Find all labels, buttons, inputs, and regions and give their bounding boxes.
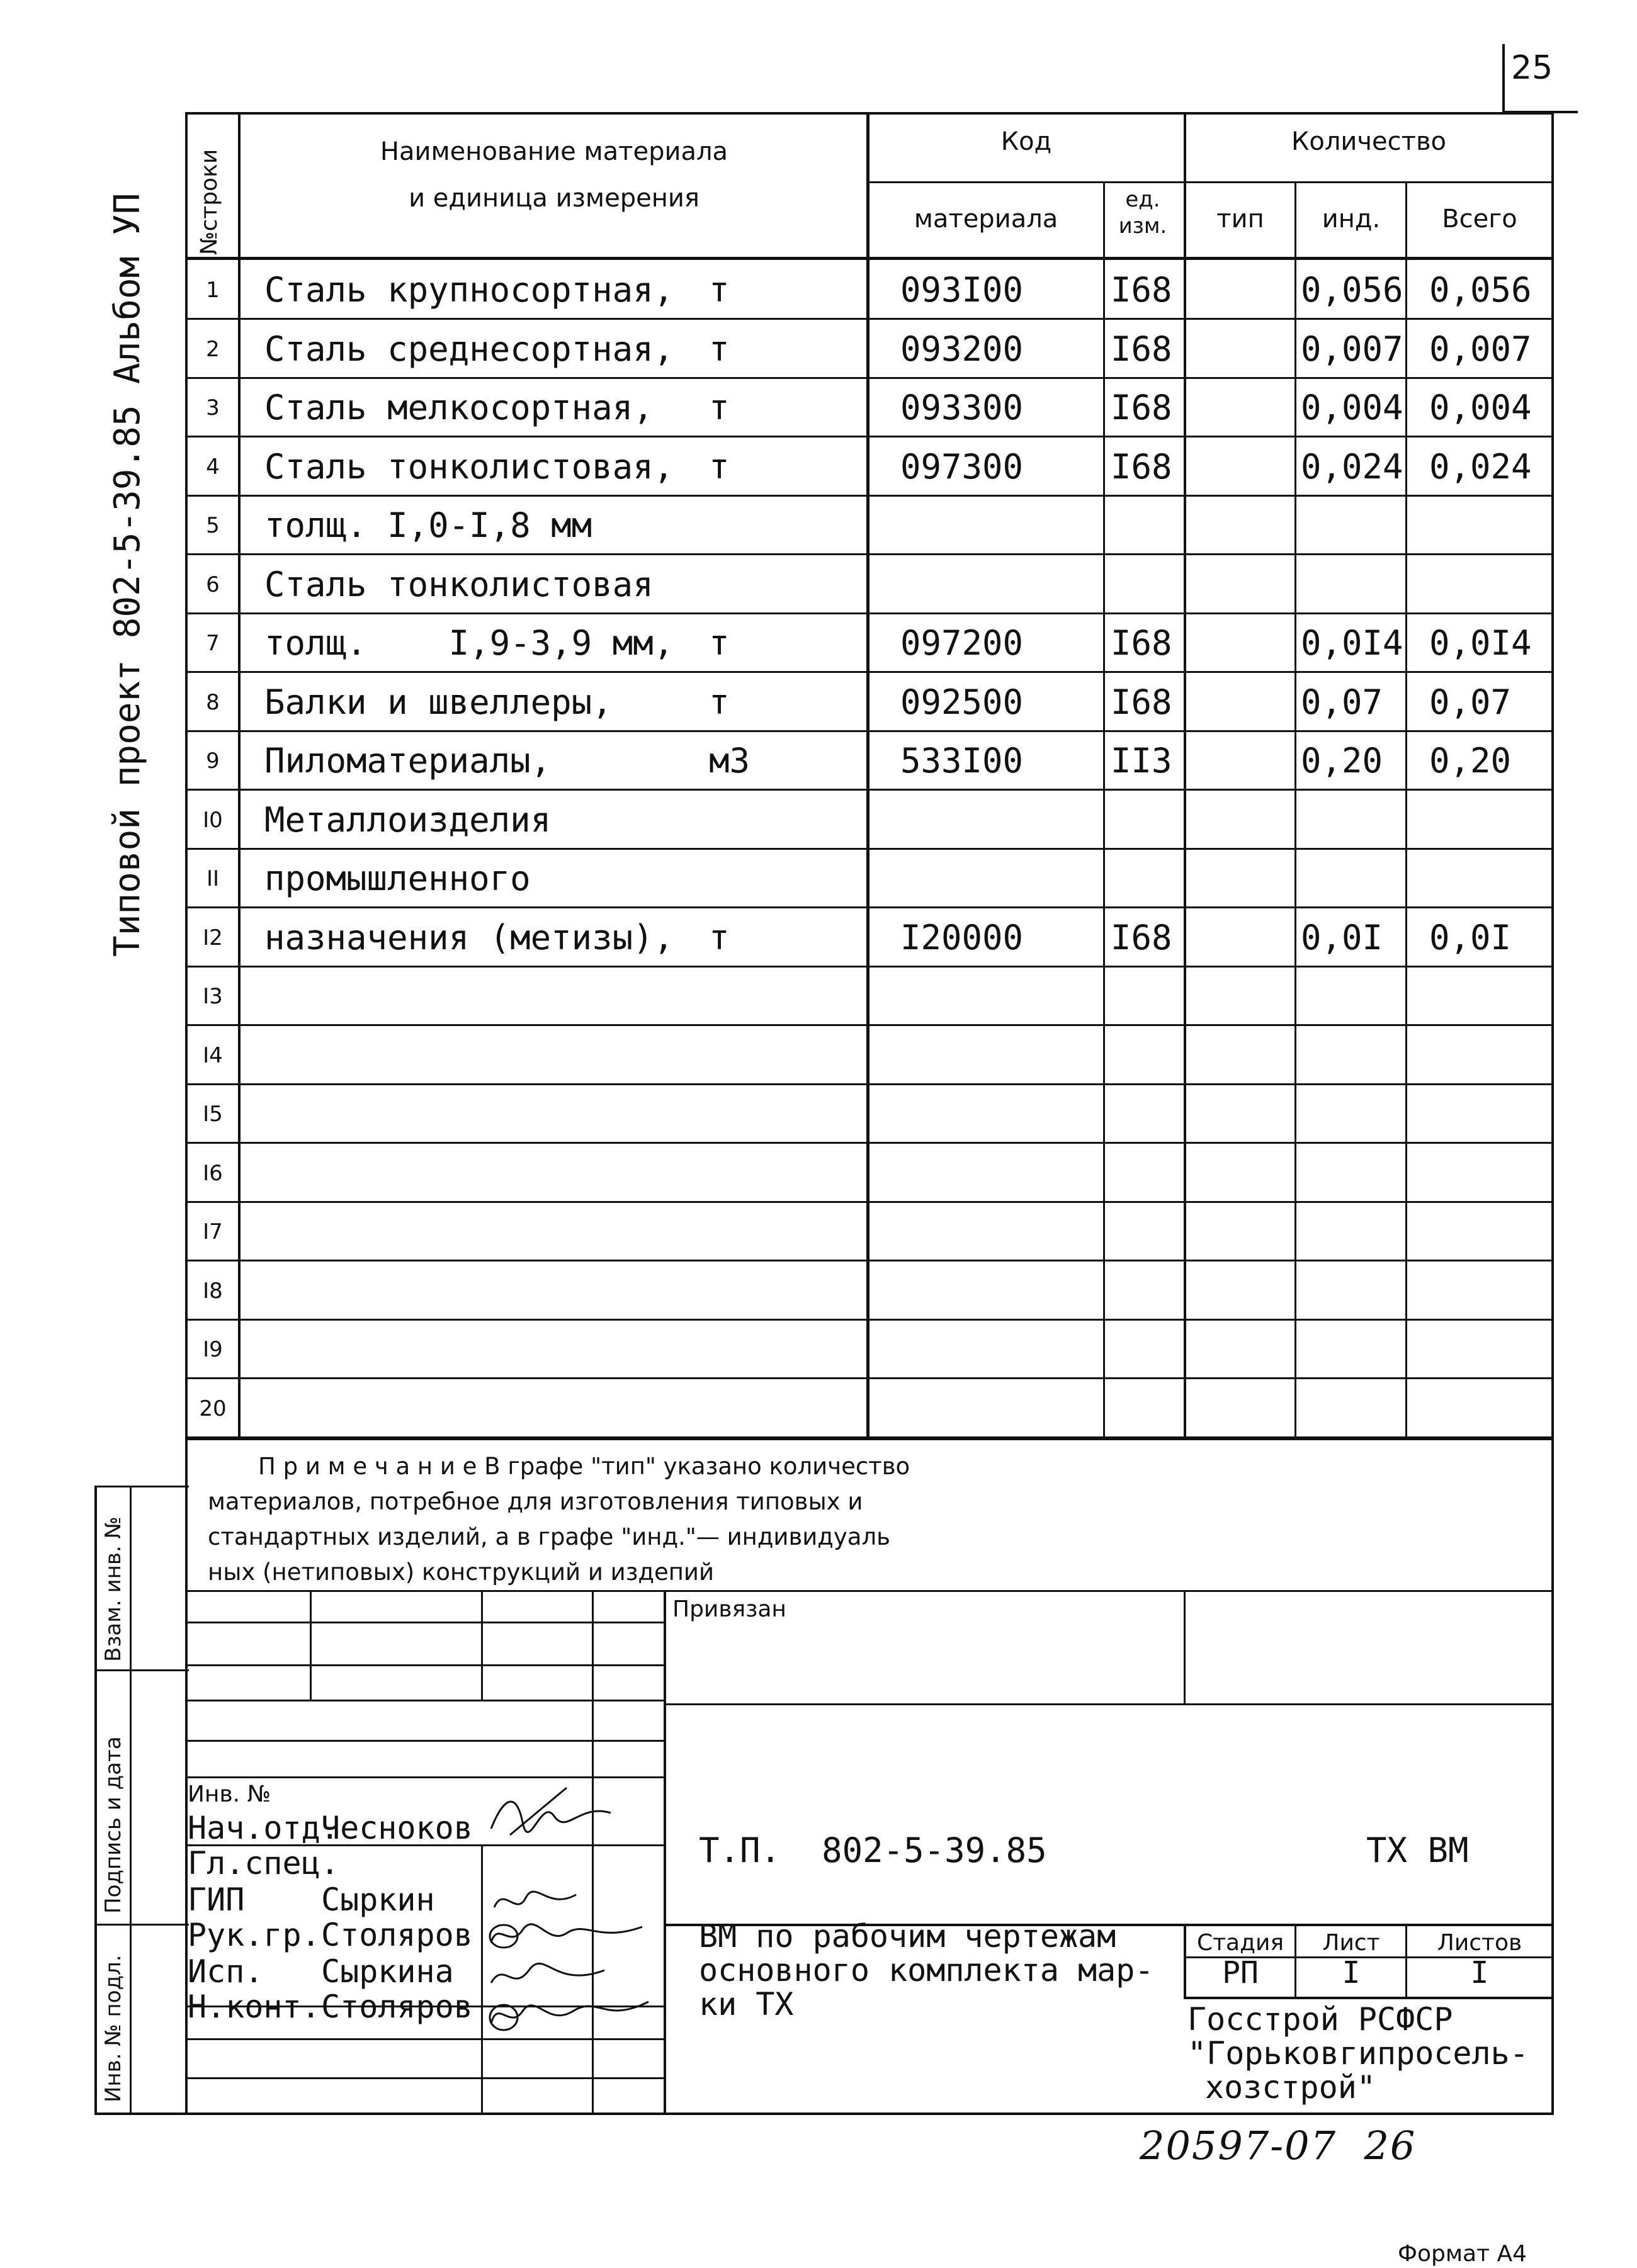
podpis-data-label: Подпись и дата	[101, 1736, 126, 1914]
inv-podl-label: Инв. № подл.	[101, 1955, 126, 2102]
row-name: Сталь среднесортная,	[264, 329, 674, 369]
row-number: 7	[206, 631, 220, 656]
row-name: промышленного	[264, 859, 531, 898]
approval-name: Столяров	[321, 1917, 473, 1953]
row-unit: т	[709, 270, 730, 310]
header-qty-ind: инд.	[1322, 205, 1381, 234]
row-unit-code: I68	[1111, 388, 1172, 427]
approval-name: Столяров	[321, 1989, 473, 2025]
row-qty-total: 0,007	[1429, 329, 1532, 369]
row-name: Сталь тонколистовая	[264, 565, 654, 604]
row-qty-total: 0,004	[1429, 388, 1532, 427]
note-line: стандартных изделий, а в графе "инд."— индивидуаль	[208, 1523, 890, 1550]
row-qty-total: 0,056	[1429, 270, 1532, 310]
header-qty-type: тип	[1216, 205, 1264, 234]
approval-name: Чесноков	[321, 1810, 473, 1846]
row-qty-total: 0,20	[1429, 741, 1512, 781]
stage-value: РП	[1222, 1955, 1259, 1990]
stage-label: Стадия	[1196, 1930, 1284, 1956]
privyazan-label: Привязан	[672, 1596, 786, 1622]
header-code-material: материала	[914, 205, 1058, 234]
row-unit: т	[709, 918, 730, 957]
signature-chesnokov	[485, 1785, 617, 1841]
doc-title-line: основного комплекта мар-	[699, 1952, 1154, 1989]
row-unit: т	[709, 447, 730, 487]
row-qty-total: 0,0I4	[1429, 623, 1532, 663]
row-number: I8	[203, 1278, 223, 1304]
row-qty-ind: 0,007	[1301, 329, 1403, 369]
approval-role: Рук.гр.	[188, 1917, 320, 1953]
row-name: Сталь тонколистовая,	[264, 447, 674, 487]
row-material-code: 097200	[900, 623, 1024, 663]
row-number: 2	[206, 337, 220, 362]
row-number: 6	[206, 572, 220, 597]
row-name: Балки и швеллеры,	[264, 682, 613, 722]
org-line: хозстрой"	[1205, 2069, 1376, 2106]
archive-number: 20597-07 26	[1140, 2123, 1417, 2169]
row-unit: т	[709, 329, 730, 369]
row-qty-ind: 0,024	[1301, 447, 1403, 487]
row-material-code: 093200	[900, 329, 1024, 369]
sheets-label: Листов	[1437, 1930, 1522, 1956]
row-number: I9	[203, 1337, 223, 1362]
org-line: "Горьковгипросель-	[1187, 2035, 1529, 2072]
note-line: П р и м е ч а н и е В графе "тип" указано количество	[258, 1453, 910, 1480]
sheets-value: I	[1470, 1955, 1489, 1990]
row-number: I0	[203, 808, 223, 833]
header-qty-total: Всего	[1442, 205, 1517, 234]
approval-role: Нач.отд.	[188, 1810, 339, 1846]
row-qty-ind: 0,056	[1301, 270, 1403, 310]
row-material-code: 097300	[900, 447, 1024, 487]
row-number: 4	[206, 454, 220, 480]
signature-stolyarov	[485, 1917, 649, 1955]
row-unit-code: I68	[1111, 682, 1172, 722]
row-number: 1	[206, 278, 220, 303]
header-name-line2: и единица измерения	[409, 184, 700, 213]
row-name: Сталь мелкосортная,	[264, 388, 654, 427]
row-name: назначения (метизы),	[264, 918, 674, 957]
org-line: Госстрой РСФСР	[1187, 2001, 1453, 2038]
row-number: 3	[206, 395, 220, 420]
row-name: Пиломатериалы,	[264, 741, 552, 781]
side-album-label: Альбом УП	[107, 193, 148, 384]
vzam-inv-label: Взам. инв. №	[101, 1516, 126, 1662]
row-number: I3	[203, 984, 223, 1009]
row-number: 8	[206, 690, 220, 715]
approval-role: Н.конт.	[188, 1989, 320, 2025]
header-code-unit: ед. изм.	[1118, 187, 1167, 239]
row-name: толщ. I,0-I,8 мм	[264, 505, 592, 545]
row-number: 9	[206, 748, 220, 774]
row-qty-ind: 0,0I4	[1301, 623, 1403, 663]
signature-stolyarov-2	[485, 1995, 655, 2040]
row-number: I6	[203, 1161, 223, 1186]
approval-role: Гл.спец.	[188, 1845, 339, 1882]
signature-syrkina	[485, 1958, 611, 1995]
page-number: 25	[1511, 49, 1553, 87]
signature-syrkin	[488, 1882, 582, 1920]
approval-role: ГИП	[188, 1882, 245, 1918]
row-qty-ind: 0,07	[1301, 682, 1383, 722]
doc-title-line: ВМ по рабочим чертежам	[699, 1918, 1116, 1955]
row-name: толщ. I,9-3,9 мм,	[264, 623, 674, 663]
row-number: I5	[203, 1102, 223, 1127]
row-unit: м3	[709, 741, 751, 781]
sheet-label: Лист	[1322, 1930, 1380, 1956]
row-material-code: 093300	[900, 388, 1024, 427]
header-code: Код	[1000, 127, 1052, 156]
row-unit-code: I68	[1111, 918, 1172, 957]
row-number: I4	[203, 1043, 223, 1068]
row-number: II	[206, 866, 220, 891]
row-unit-code: I68	[1111, 447, 1172, 487]
row-qty-total: 0,07	[1429, 682, 1512, 722]
row-number: 5	[206, 513, 220, 538]
row-qty-total: 0,0I	[1429, 918, 1512, 957]
row-unit-code: I68	[1111, 329, 1172, 369]
sheet-value: I	[1342, 1955, 1361, 1990]
row-unit: т	[709, 623, 730, 663]
approval-name: Сыркин	[321, 1882, 435, 1918]
doc-title-line: ки ТХ	[699, 1986, 794, 2023]
row-unit-code: II3	[1111, 741, 1172, 781]
row-number: 20	[199, 1396, 227, 1421]
format-label: Формат А4	[1398, 2241, 1527, 2267]
row-number: I2	[203, 925, 223, 951]
row-material-code: 093I00	[900, 270, 1024, 310]
row-qty-ind: 0,0I	[1301, 918, 1383, 957]
doc-code: Т.П. 802-5-39.85	[699, 1831, 1047, 1870]
header-row-no: №строки	[196, 149, 222, 255]
row-number: I7	[203, 1219, 223, 1244]
row-unit-code: I68	[1111, 270, 1172, 310]
row-name: Металлоизделия	[264, 800, 552, 840]
row-name: Сталь крупносортная,	[264, 270, 674, 310]
row-qty-ind: 0,20	[1301, 741, 1383, 781]
approval-role: Исп.	[188, 1953, 264, 1990]
row-qty-total: 0,024	[1429, 447, 1532, 487]
header-quantity: Количество	[1291, 127, 1446, 156]
note-line: ных (нетиповых) конструкций и издепий	[208, 1559, 714, 1586]
inv-no-label: Инв. №	[188, 1781, 271, 1807]
row-material-code: 092500	[900, 682, 1024, 722]
header-name-line1: Наименование материала	[380, 137, 728, 166]
row-material-code: I20000	[900, 918, 1024, 957]
side-project-label: Типовой проект 802-5-39.85	[107, 405, 148, 957]
row-material-code: 533I00	[900, 741, 1024, 781]
doc-mark: ТХ ВМ	[1366, 1831, 1469, 1870]
note-line: материалов, потребное для изготовления типовых и	[208, 1488, 863, 1515]
approval-name: Сыркина	[321, 1953, 454, 1990]
row-unit-code: I68	[1111, 623, 1172, 663]
row-unit: т	[709, 682, 730, 722]
row-qty-ind: 0,004	[1301, 388, 1403, 427]
row-unit: т	[709, 388, 730, 427]
